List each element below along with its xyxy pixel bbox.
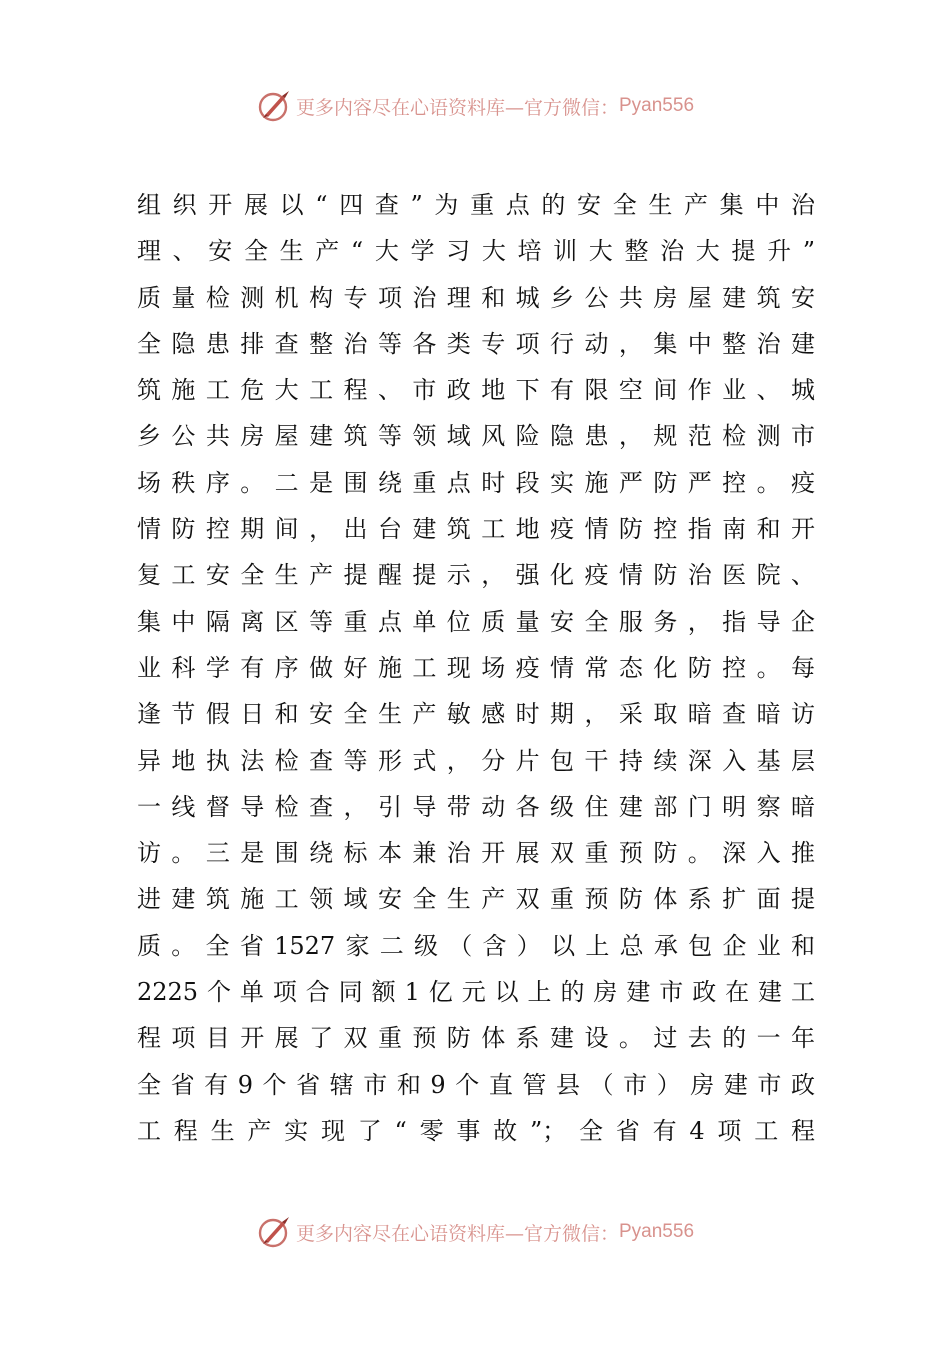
text-line: 进建筑施工领域安全生产双重预防体系扩面提 xyxy=(137,885,815,914)
text-line: 异地执法检查等形式，分片包干持续深入基层 xyxy=(137,746,815,775)
text-line: 集中隔离区等重点单位质量安全服务，指导企 xyxy=(137,607,815,636)
text-line: 乡公共房屋建筑等领域风险隐患，规范检测市 xyxy=(137,422,815,451)
text-line: 质。全省1527家二级（含）以上总承包企业和 xyxy=(137,931,815,960)
text-line: 筑施工危大工程、市政地下有限空间作业、城 xyxy=(137,376,815,405)
header-watermark-banner xyxy=(0,86,950,126)
quill-pen-logo-icon xyxy=(256,88,292,124)
text-line: 场秩序。二是围绕重点时段实施严防严控。疫 xyxy=(137,468,815,497)
text-line: 工程生产实现了“零事故”；全省有4项工程 xyxy=(137,1116,815,1145)
document-body xyxy=(137,182,815,1154)
text-line: 理、安全生产“大学习大培训大整治大提升” xyxy=(137,237,815,266)
text-line: 访。三是围绕标本兼治开展双重预防。深入推 xyxy=(137,839,815,868)
text-line: 逢节假日和安全生产敏感时期，采取暗查暗访 xyxy=(137,700,815,729)
text-line: 业科学有序做好施工现场疫情常态化防控。每 xyxy=(137,653,815,682)
text-line: 全隐患排查整治等各类专项行动，集中整治建 xyxy=(137,329,815,358)
text-line: 情防控期间，出台建筑工地疫情防控指南和开 xyxy=(137,515,815,544)
text-line: 质量检测机构专项治理和城乡公共房屋建筑安 xyxy=(137,283,815,312)
quill-pen-logo-icon xyxy=(256,1214,292,1250)
text-line: 组织开展以“四查”为重点的安全生产集中治 xyxy=(137,191,815,219)
header-banner-text: 更多内容尽在心语资料库—官方微信： xyxy=(295,96,619,119)
footer-wechat-id: Pyan556 xyxy=(619,1221,695,1242)
text-line: 2225个单项合同额1亿元以上的房建市政在建工 xyxy=(137,978,815,1007)
header-wechat-id: Pyan556 xyxy=(619,95,695,116)
text-line: 程项目开展了双重预防体系建设。过去的一年 xyxy=(137,1024,815,1053)
footer-watermark-banner xyxy=(0,1212,950,1252)
text-line: 一线督导检查，引导带动各级住建部门明察暗 xyxy=(137,792,815,821)
text-line: 复工安全生产提醒提示，强化疫情防治医院、 xyxy=(137,561,815,590)
footer-banner-text: 更多内容尽在心语资料库—官方微信： xyxy=(295,1222,619,1245)
text-line: 全省有9个省辖市和9个直管县（市）房建市政 xyxy=(137,1070,815,1099)
